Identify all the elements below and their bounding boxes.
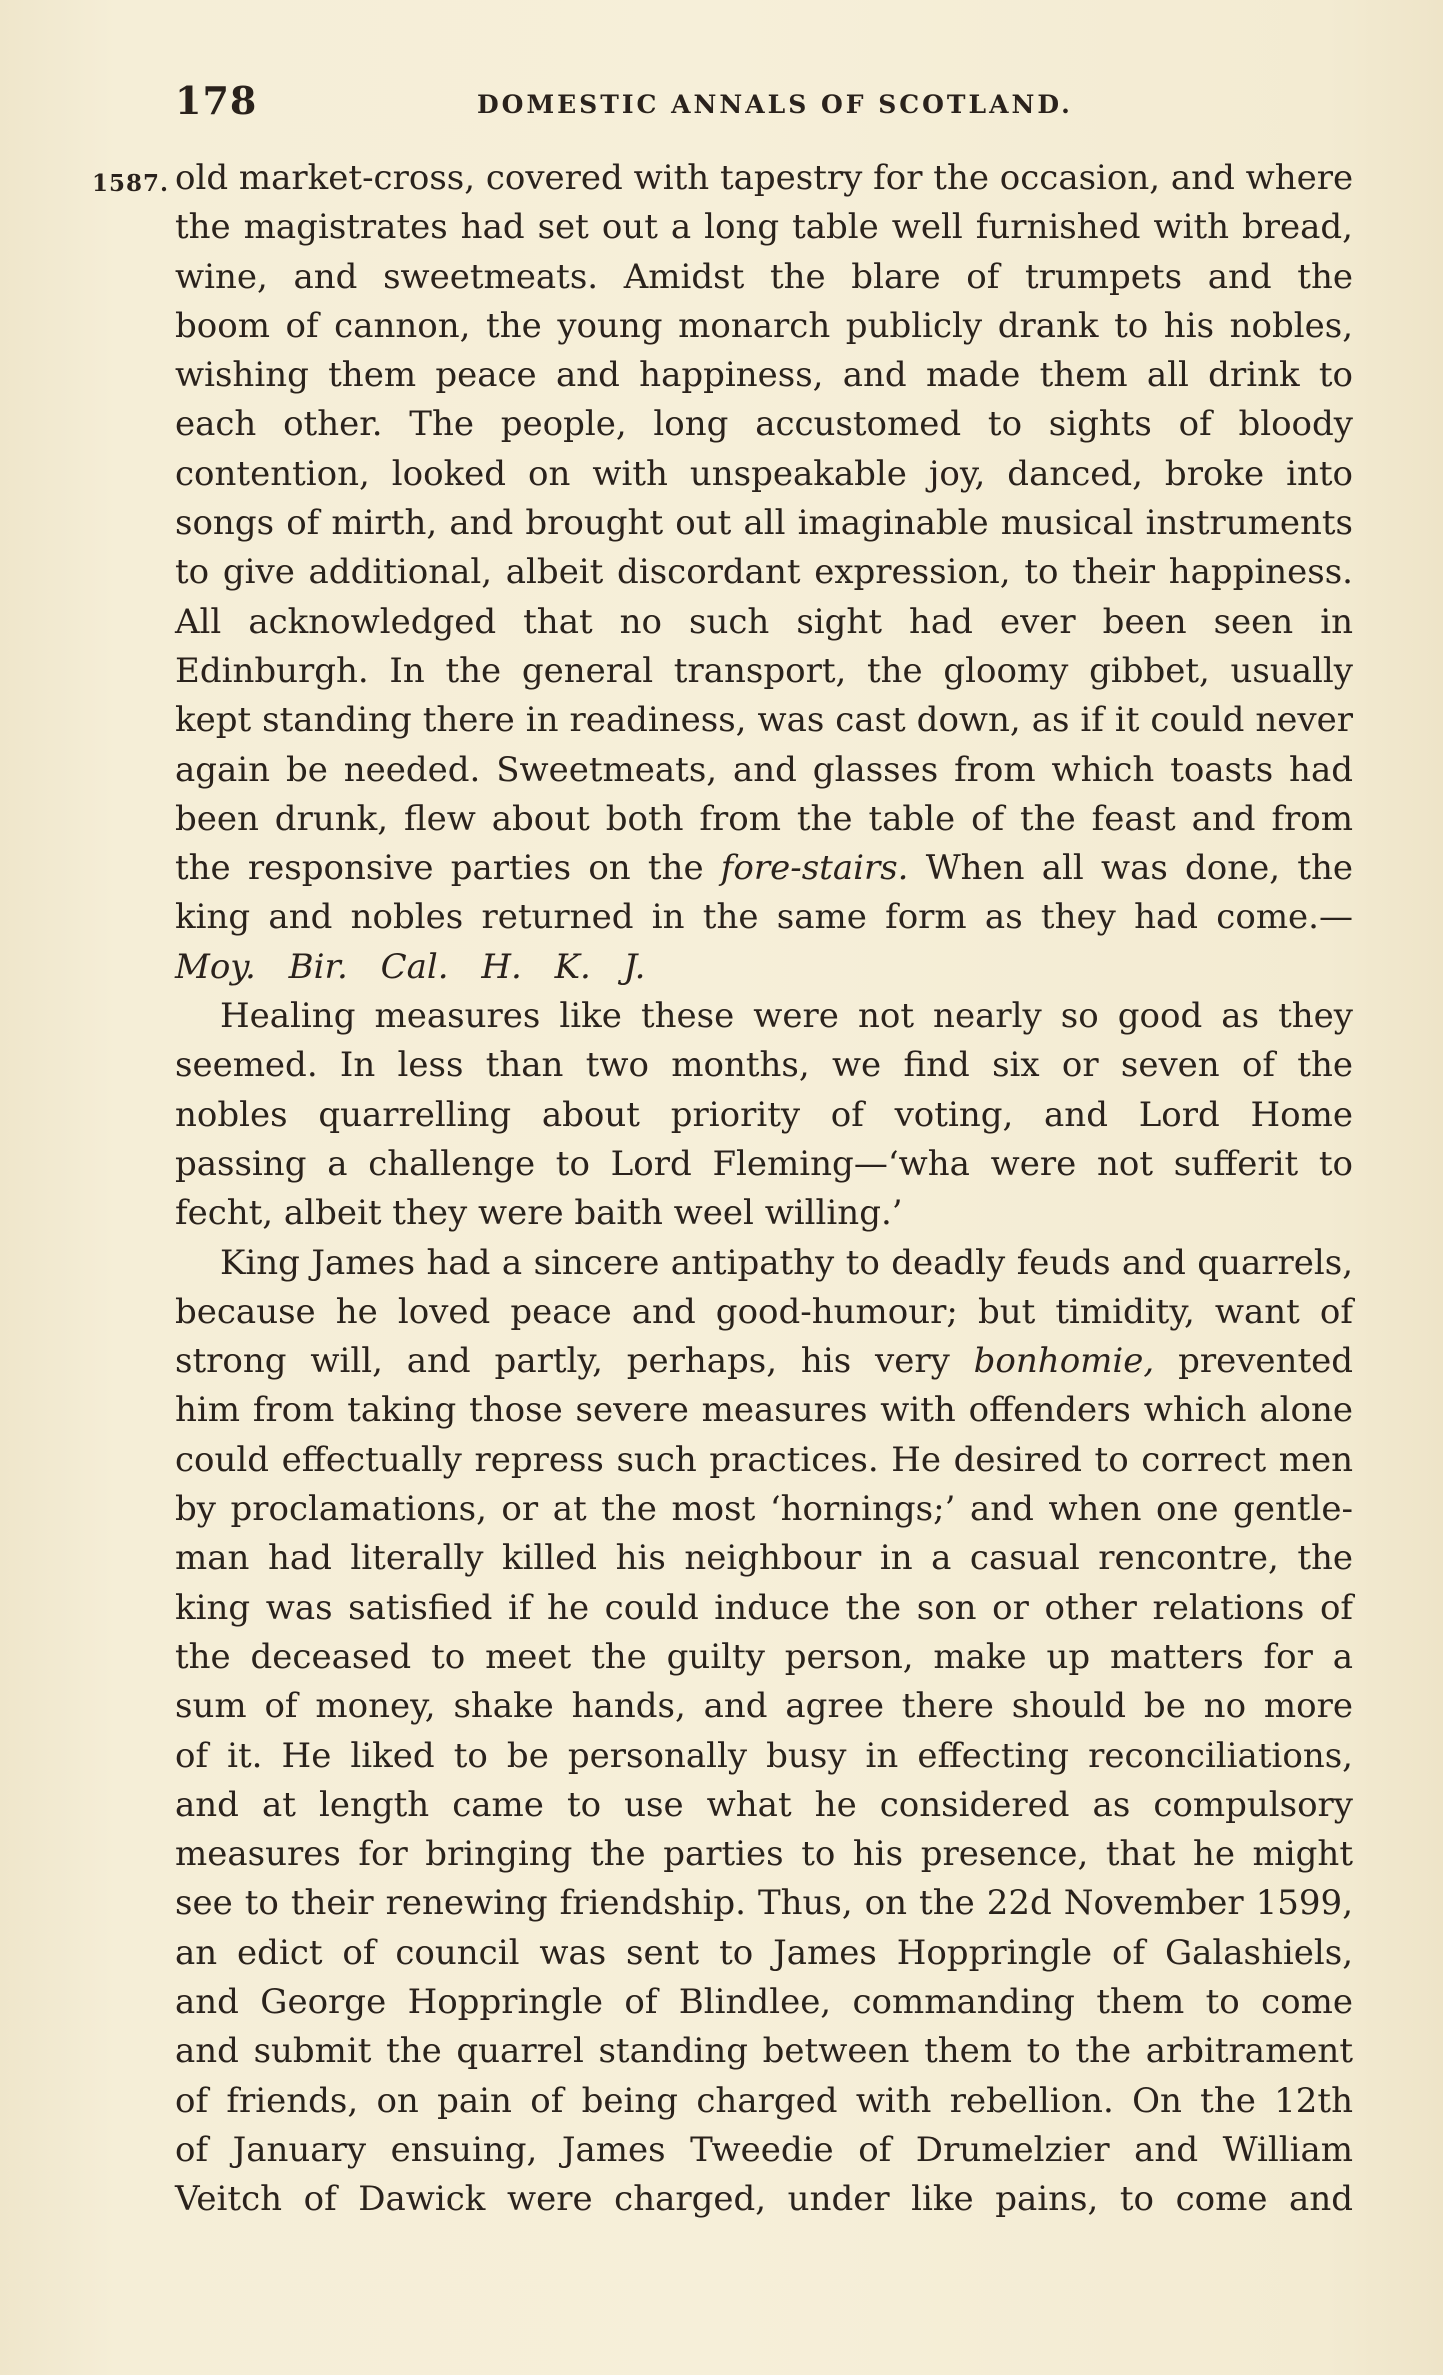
text-line: because he loved peace and good-humour; but timidity, want of (175, 1291, 1353, 1332)
body-text (175, 154, 1353, 2224)
text-line: old market-cross, covered with tapestry for the occasion, and where (175, 158, 1354, 198)
text-line: of it. He liked to be personally busy in effecting reconciliations, (175, 1735, 1353, 1776)
italic-term: bonhomie, (973, 1341, 1155, 1382)
text-line: of friends, on pain of being charged with rebellion. On the 12th (175, 2080, 1353, 2121)
text-line (175, 1337, 1353, 1386)
text-line: and submit the quarrel standing between them to the arbitrament (175, 2031, 1353, 2072)
text-line: seemed. In less than two months, we find six or seven of the (175, 1045, 1353, 1086)
text-line: man had literally killed his neighbour in a casual rencontre, the (175, 1538, 1353, 1579)
text-line (175, 844, 1353, 893)
text-line: measures for bringing the parties to his presence, that he might (175, 1834, 1353, 1875)
text-line: nobles quarrelling about priority of voting, and Lord Home (175, 1094, 1353, 1135)
running-title: DOMESTIC ANNALS OF SCOTLAND. (477, 90, 1073, 119)
text-line: an edict of council was sent to James Hoppringle of Galashiels, (175, 1932, 1353, 1973)
text-segment: prevented (1154, 1341, 1353, 1382)
text-line: Edinburgh. In the general transport, the gloomy gibbet, usually (175, 650, 1353, 691)
paragraph-start: King James had a sincere antipathy to deadly feuds and quarrels, (220, 1242, 1353, 1283)
text-line: and George Hoppringle of Blindlee, commanding them to come (175, 1981, 1353, 2022)
text-line: songs of mirth, and brought out all imaginable musical instruments (175, 503, 1353, 544)
text-line: him from taking those severe measures with offenders which alone (175, 1390, 1353, 1431)
text-line: passing a challenge to Lord Fleming—‘wha were not sufferit to (175, 1143, 1353, 1184)
text-line: of January ensuing, James Tweedie of Drumelzier and William (175, 2129, 1353, 2170)
text-line: king was satisfied if he could induce the son or other relations of (175, 1587, 1353, 1628)
paragraph-start: Healing measures like these were not nearly so good as they (220, 996, 1353, 1037)
text-segment: When all was done, the (908, 848, 1353, 889)
text-line: and at length came to use what he considered as compulsory (175, 1784, 1353, 1825)
text-line: the deceased to meet the guilty person, make up matters for a (175, 1636, 1353, 1677)
text-line: again be needed. Sweetmeats, and glasses from which toasts had (175, 749, 1353, 790)
text-line: could effectually repress such practices. He desired to correct men (175, 1439, 1353, 1480)
italic-term: fore-stairs. (720, 848, 909, 889)
text-line: All acknowledged that no such sight had ever been seen in (175, 601, 1353, 642)
text-line: king and nobles returned in the same form as they had come.— (175, 897, 1353, 938)
text-line: to give additional, albeit discordant expression, to their happiness. (175, 552, 1353, 593)
page-number: 178 (175, 78, 258, 123)
text-segment: strong will, and partly, perhaps, his very (175, 1341, 974, 1382)
text-line: sum of money, shake hands, and agree there should be no more (175, 1686, 1353, 1727)
margin-year: 1587. (92, 170, 170, 197)
text-line: by proclamations, or at the most ‘hornings;’ and when one gentle- (175, 1489, 1353, 1530)
text-line: fecht, albeit they were baith weel willing.’ (175, 1193, 903, 1234)
text-line: the magistrates had set out a long table well furnished with bread, (175, 207, 1353, 248)
text-segment: the responsive parties on the (175, 848, 721, 889)
text-line: each other. The people, long accustomed to sights of bloody (175, 404, 1353, 445)
text-line: Veitch of Dawick were charged, under like pains, to come and (175, 2179, 1353, 2220)
text-line: boom of cannon, the young monarch publicly drank to his nobles, (175, 305, 1353, 346)
text-line: wine, and sweetmeats. Amidst the blare of trumpets and the (175, 256, 1353, 297)
text-line: been drunk, flew about both from the table of the feast and from (175, 798, 1353, 839)
text-line: kept standing there in readiness, was cast down, as if it could never (175, 700, 1353, 741)
text-line: contention, looked on with unspeakable joy, danced, broke into (175, 453, 1353, 494)
page-header (175, 78, 1353, 128)
text-line: wishing them peace and happiness, and made them all drink to (175, 355, 1353, 396)
text-line: see to their renewing friendship. Thus, on the 22d November 1599, (175, 1883, 1353, 1924)
source-citation: Moy. Bir. Cal. H. K. J. (175, 946, 646, 987)
